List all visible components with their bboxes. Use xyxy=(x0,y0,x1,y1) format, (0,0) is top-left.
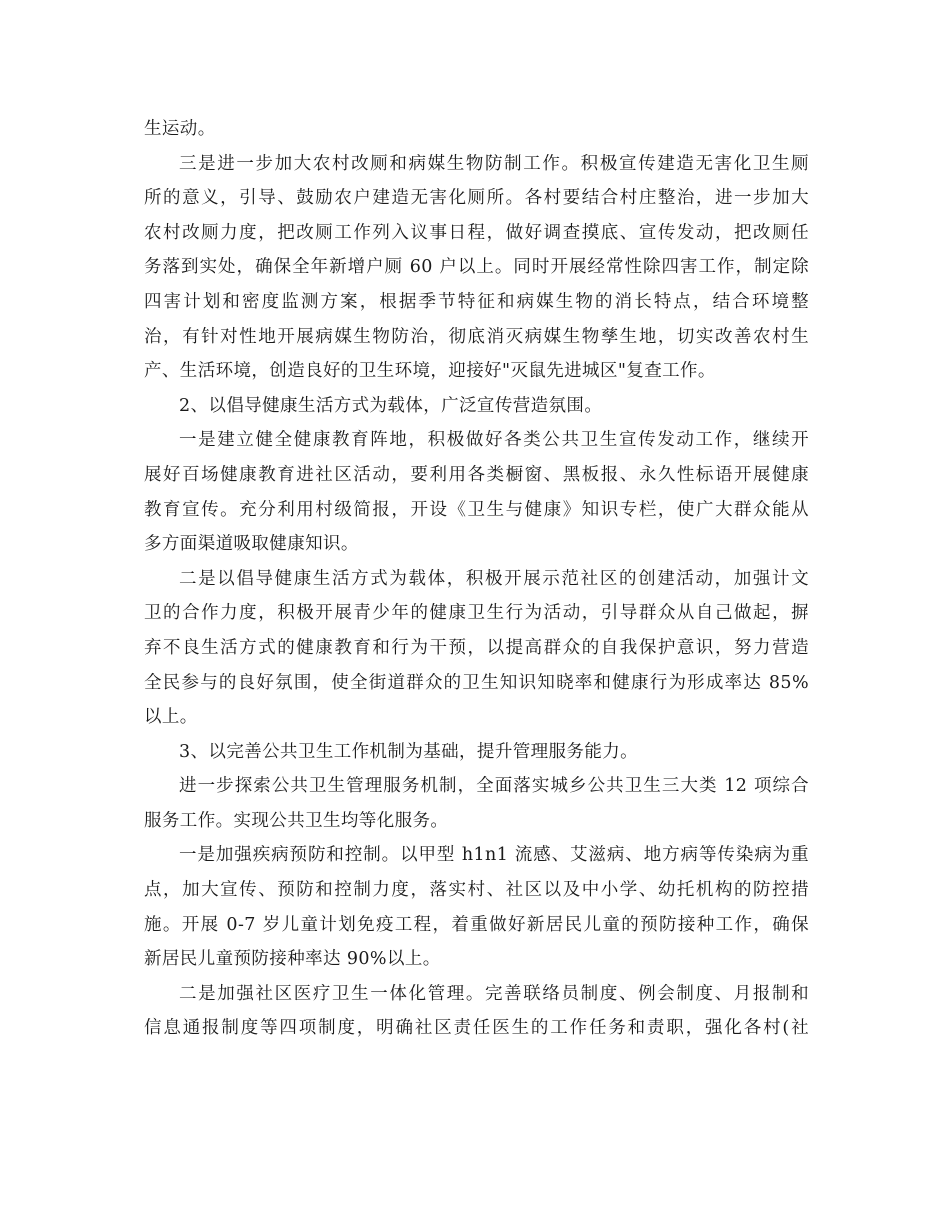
text-line: 治，有针对性地开展病媒生物防治，彻底消灭病媒生物孳生地，切实改善农村生 xyxy=(144,326,809,347)
text-line: 点，加大宣传、预防和控制力度，落实村、社区以及中小学、幼托机构的防控措 xyxy=(144,880,809,901)
text-line: 教育宣传。充分利用村级简报，开设《卫生与健康》知识专栏，使广大群众能从 xyxy=(144,499,809,520)
text-line: 展好百场健康教育进社区活动，要利用各类橱窗、黑板报、永久性标语开展健康 xyxy=(144,464,809,485)
text-line: 2、以倡导健康生活方式为载体，广泛宣传营造氛围。 xyxy=(179,395,603,416)
text-line: 三是进一步加大农村改厕和病媒生物防制工作。积极宣传建造无害化卫生厕 xyxy=(179,153,809,174)
text-line: 所的意义，引导、鼓励农户建造无害化厕所。各村要结合村庄整治，进一步加大 xyxy=(144,188,809,209)
text-line: 卫的合作力度，积极开展青少年的健康卫生行为活动，引导群众从自己做起，摒 xyxy=(144,603,809,624)
text-line: 以上。 xyxy=(144,707,198,728)
text-line: 产、生活环境，创造良好的卫生环境，迎接好"灭鼠先进城区"复查工作。 xyxy=(144,361,716,382)
text-line: 一是加强疾病预防和控制。以甲型 h1n1 流感、艾滋病、地方病等传染病为重 xyxy=(179,845,809,866)
text-line: 多方面渠道吸取健康知识。 xyxy=(144,534,359,555)
text-line: 新居民儿童预防接种率达 90%以上。 xyxy=(144,949,441,970)
text-line: 施。开展 0-7 岁儿童计划免疫工程，着重做好新居民儿童的预防接种工作，确保 xyxy=(144,914,809,935)
text-line: 生运动。 xyxy=(144,119,216,139)
text-line: 二是以倡导健康生活方式为载体，积极开展示范社区的创建活动，加强计文 xyxy=(179,568,809,589)
text-line: 进一步探索公共卫生管理服务机制，全面落实城乡公共卫生三大类 12 项综合 xyxy=(179,776,809,797)
text-line: 全民参与的良好氛围，使全街道群众的卫生知识知晓率和健康行为形成率达 85% xyxy=(144,672,809,693)
text-line: 二是加强社区医疗卫生一体化管理。完善联络员制度、例会制度、月报制和 xyxy=(179,983,809,1004)
text-line: 弃不良生活方式的健康教育和行为干预，以提高群众的自我保护意识，努力营造 xyxy=(144,637,809,658)
text-line: 一是建立健全健康教育阵地，积极做好各类公共卫生宣传发动工作，继续开 xyxy=(179,430,809,451)
document-body xyxy=(144,112,809,1046)
text-line: 3、以完善公共卫生工作机制为基础，提升管理服务能力。 xyxy=(179,741,639,762)
text-line: 务落到实处，确保全年新增户厕 60 户以上。同时开展经常性除四害工作，制定除 xyxy=(144,257,809,278)
text-line: 四害计划和密度监测方案，根据季节特征和病媒生物的消长特点，结合环境整 xyxy=(144,291,809,312)
text-line: 信息通报制度等四项制度，明确社区责任医生的工作任务和责职，强化各村(社 xyxy=(144,1018,809,1039)
text-line: 农村改厕力度，把改厕工作列入议事日程，做好调查摸底、宣传发动，把改厕任 xyxy=(144,222,809,243)
text-line: 服务工作。实现公共卫生均等化服务。 xyxy=(144,810,449,831)
